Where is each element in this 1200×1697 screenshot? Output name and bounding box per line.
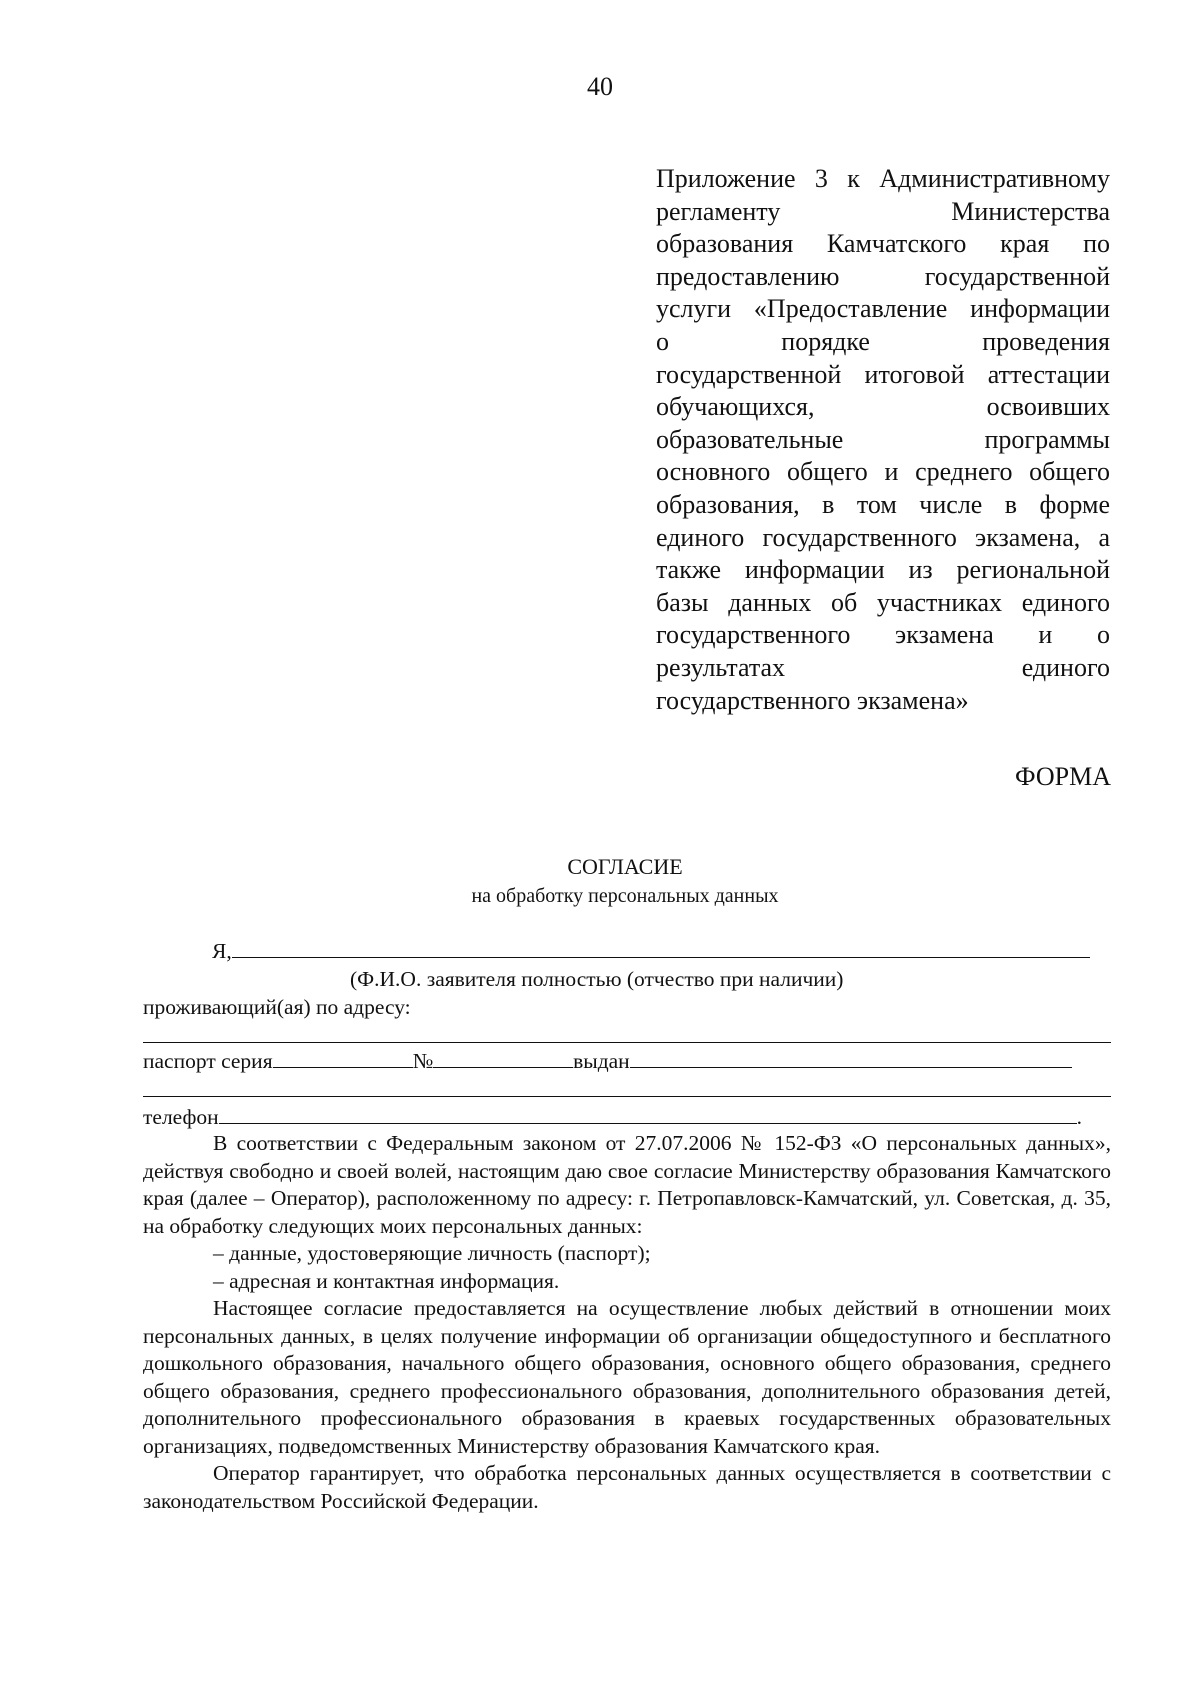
passport-number-field[interactable] — [433, 1047, 573, 1068]
paragraph-guarantee: Оператор гарантирует, что обработка персональных данных осуществляется в соответствии с законодательством Российской Федерации. — [143, 1461, 1111, 1513]
ya-label: Я, — [212, 939, 232, 963]
document-title: СОГЛАСИЕ — [567, 854, 683, 879]
appendix-line: также информации из региональной — [656, 555, 1110, 585]
fio-field[interactable] — [232, 937, 1090, 958]
paragraph-purpose: Настоящее согласие предоставляется на осуществление любых действий в отношении моих персональных данных, в целях получение информации об организации общедоступного и бесплатного дошкольного образования, начального общего образования, основного общего образования, среднего общего образования, среднего профессионального образования, дополнительного образования детей, дополнительного профессионального образования в краевых государственных образовательных организациях, подведомственных Министерству образования Камчатского края. — [143, 1296, 1111, 1458]
appendix-line: о порядке проведения — [656, 326, 1110, 356]
paragraph-law: В соответствии с Федеральным законом от 27.07.2006 № 152-ФЗ «О персональных данных», действуя свободно и своей волей, настоящим даю свое согласие Министерству образования Камчатского края (далее – Оператор), расположенному по адресу: г. Петропавловск-Камчатский, ул. Советская, д. 35, на обработку следующих моих персональных данных: — [143, 1131, 1111, 1238]
appendix-line: результатах единого — [656, 652, 1110, 682]
appendix-line: регламенту Министерства — [656, 196, 1110, 226]
fio-hint: (Ф.И.О. заявителя полностью (отчество при наличии) — [350, 967, 844, 991]
fio-row — [212, 937, 1090, 964]
list-item: – адресная и контактная информация. — [213, 1268, 560, 1293]
appendix-header — [656, 163, 1110, 717]
appendix-line: государственного экзамена» — [656, 685, 969, 715]
phone-label: телефон — [143, 1105, 219, 1129]
passport-series-field[interactable] — [273, 1047, 413, 1068]
form-label: ФОРМА — [1015, 762, 1111, 791]
address-field[interactable] — [143, 1042, 1111, 1043]
appendix-line: базы данных об участниках единого — [656, 587, 1110, 617]
appendix-line: услуги «Предоставление информации — [656, 294, 1110, 324]
passport-series-label: паспорт серия — [143, 1049, 273, 1073]
document-subtitle: на обработку персональных данных — [471, 885, 779, 907]
passport-number-label: № — [412, 1049, 434, 1073]
appendix-line: основного общего и среднего общего — [656, 457, 1110, 487]
phone-row — [143, 1103, 1082, 1130]
appendix-line: обучающихся, освоивших — [656, 392, 1110, 422]
passport-row — [143, 1047, 1072, 1074]
appendix-line: государственной итоговой аттестации — [656, 359, 1110, 389]
phone-field[interactable] — [219, 1103, 1077, 1124]
appendix-line: образовательные программы — [656, 424, 1110, 454]
appendix-line: единого государственного экзамена, а — [656, 522, 1110, 552]
page-number: 40 — [587, 72, 613, 101]
passport-extra-line[interactable] — [143, 1096, 1111, 1097]
phone-end: . — [1076, 1105, 1083, 1129]
consent-body — [143, 1130, 1111, 1515]
appendix-line: образования, в том числе в форме — [656, 489, 1110, 519]
appendix-line: государственного экзамена и о — [656, 620, 1110, 650]
passport-issued-label: выдан — [573, 1049, 630, 1073]
appendix-line: образования Камчатского края по — [656, 229, 1110, 259]
passport-issued-field[interactable] — [630, 1047, 1072, 1068]
appendix-line: предоставлению государственной — [656, 261, 1110, 291]
address-label: проживающий(ая) по адресу: — [143, 995, 411, 1019]
appendix-line: Приложение 3 к Административному — [656, 164, 1110, 193]
list-item: – данные, удостоверяющие личность (паспорт); — [213, 1241, 651, 1265]
